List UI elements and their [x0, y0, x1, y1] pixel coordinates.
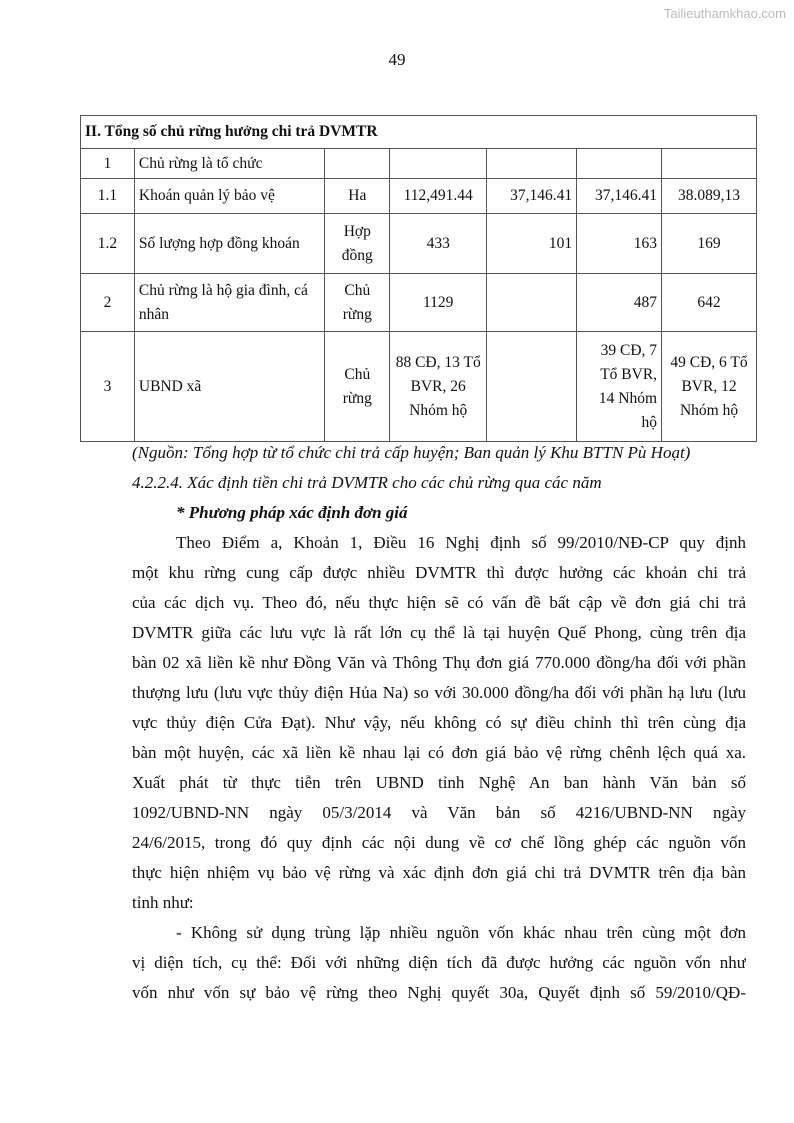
cell-v4: 49 CĐ, 6 Tổ BVR, 12 Nhóm hộ	[662, 332, 757, 442]
cell-v3: 37,146.41	[577, 179, 662, 214]
cell-v1	[390, 149, 487, 179]
cell-v1: 88 CĐ, 13 Tổ BVR, 26 Nhóm hộ	[390, 332, 487, 442]
cell-item: Chủ rừng là hộ gia đình, cá nhân	[134, 274, 324, 332]
text-line: Theo Điểm a, Khoản 1, Điều 16 Nghị định số 99/2010/NĐ-CP quy định	[176, 533, 746, 552]
text-line: 24/6/2015, trong đó quy định các nội dung về cơ chế lồng ghép các nguồn vốn	[132, 833, 746, 852]
cell-no: 2	[81, 274, 135, 332]
cell-v4	[662, 149, 757, 179]
cell-item: Chủ rừng là tổ chức	[134, 149, 324, 179]
cell-v1: 1129	[390, 274, 487, 332]
cell-v2: 37,146.41	[487, 179, 577, 214]
text-line: của các dịch vụ. Theo đó, nếu thực hiện sẽ có vấn đề bất cập về đơn giá chi trả	[132, 593, 746, 612]
cell-v3: 39 CĐ, 7 Tổ BVR, 14 Nhóm hộ	[577, 332, 662, 442]
text-line: Xuất phát từ thực tiễn trên UBND tỉnh Nghệ An ban hành Văn bản số	[132, 773, 746, 792]
cell-item: UBND xã	[134, 332, 324, 442]
body-text	[132, 438, 746, 1008]
text-line: DVMTR giữa các lưu vực là rất lớn cụ thể là tại huyện Quế Phong, cùng trên địa	[132, 623, 746, 642]
cell-v3: 487	[577, 274, 662, 332]
table-row	[81, 274, 757, 332]
text-line: vực thủy điện Cửa Đạt). Như vậy, nếu không có sự điều chỉnh thì trên cùng địa	[132, 713, 746, 732]
text-line: tỉnh như:	[132, 893, 194, 912]
cell-v1: 433	[390, 214, 487, 274]
table-row	[81, 214, 757, 274]
page-number: 49	[388, 50, 406, 69]
cell-v4: 38.089,13	[662, 179, 757, 214]
text-line: bàn 02 xã liền kề như Đồng Văn và Thông Thụ đơn giá 770.000 đồng/ha đối với phần	[132, 653, 746, 672]
text-line: thực hiện nhiệm vụ bảo vệ rừng và xác định đơn giá chi trả DVMTR trên địa bàn	[132, 863, 746, 882]
source-note: (Nguồn: Tổng hợp từ tổ chức chi trả cấp huyện; Ban quản lý Khu BTTN Pù Hoạt)	[132, 443, 691, 462]
text-line: vị diện tích, cụ thể: Đối với những diện tích đã được hưởng các nguồn vốn như	[132, 953, 746, 972]
text-line: bàn một huyện, các xã liền kề nhau lại có đơn giá bảo vệ rừng chênh lệch quá xa.	[132, 743, 746, 762]
cell-no: 3	[81, 332, 135, 442]
table-row	[81, 179, 757, 214]
cell-unit: Chủ rừng	[325, 274, 390, 332]
cell-no: 1	[81, 149, 135, 179]
text-line: vốn như vốn sự bảo vệ rừng theo Nghị quyết 30a, Quyết định số 59/2010/QĐ-	[132, 983, 746, 1002]
paragraph-1	[132, 528, 746, 918]
text-line: 1092/UBND-NN ngày 05/3/2014 và Văn bản số 4216/UBND-NN ngày	[132, 803, 746, 822]
paragraph-2	[132, 918, 746, 1008]
text-line: một khu rừng cung cấp được nhiều DVMTR thì được hưởng các khoản chi trả	[132, 563, 746, 582]
cell-v2	[487, 274, 577, 332]
cell-v2: 101	[487, 214, 577, 274]
table-row	[81, 332, 757, 442]
cell-v2	[487, 149, 577, 179]
cell-no: 1.2	[81, 214, 135, 274]
cell-unit: Hợp đồng	[325, 214, 390, 274]
cell-unit: Chủ rừng	[325, 332, 390, 442]
text-line: - Không sử dụng trùng lặp nhiều nguồn vốn khác nhau trên cùng một đơn	[176, 923, 746, 942]
cell-v4: 642	[662, 274, 757, 332]
cell-item: Khoán quản lý bảo vệ	[134, 179, 324, 214]
section-heading: 4.2.2.4. Xác định tiền chi trả DVMTR cho các chủ rừng qua các năm	[132, 473, 602, 492]
cell-v4: 169	[662, 214, 757, 274]
section-header: II. Tổng số chủ rừng hưởng chi trả DVMTR	[81, 116, 757, 149]
cell-v1: 112,491.44	[390, 179, 487, 214]
subheading: * Phương pháp xác định đơn giá	[176, 503, 408, 522]
cell-v2	[487, 332, 577, 442]
cell-unit	[325, 149, 390, 179]
cell-v3	[577, 149, 662, 179]
cell-unit: Ha	[325, 179, 390, 214]
forest-owners-table	[80, 115, 757, 442]
cell-no: 1.1	[81, 179, 135, 214]
watermark: Tailieuthamkhao.com	[663, 6, 786, 21]
text-line: thượng lưu (lưu vực thủy điện Hủa Na) so với 30.000 đồng/ha đối với phần hạ lưu (lưu	[132, 683, 746, 702]
cell-item: Số lượng hợp đồng khoán	[134, 214, 324, 274]
cell-v3: 163	[577, 214, 662, 274]
table-row	[81, 149, 757, 179]
table-section-header-row	[81, 116, 757, 149]
